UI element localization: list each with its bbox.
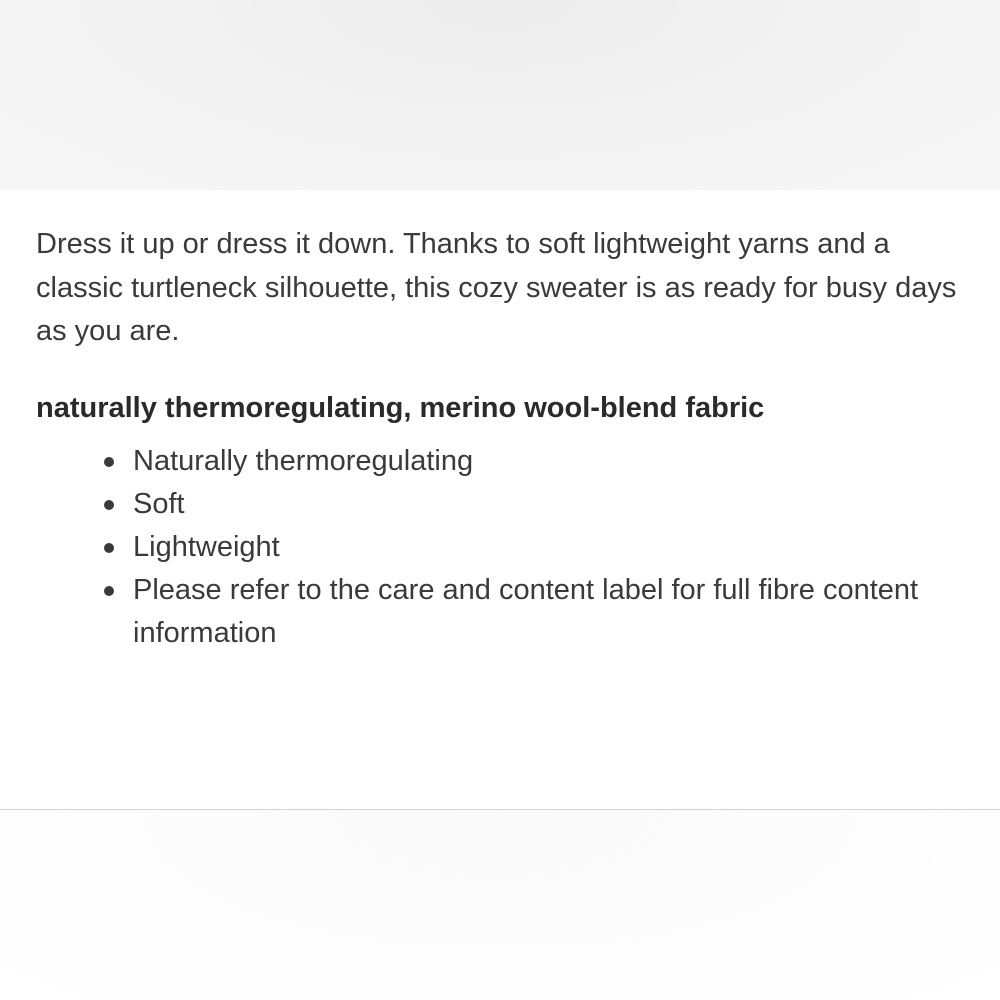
feature-item-lightweight <box>133 526 933 569</box>
feature-item-care-label <box>133 569 933 655</box>
feature-item-label: Naturally thermoregulating <box>133 445 474 477</box>
feature-list <box>133 440 933 655</box>
bullet-icon <box>104 543 114 553</box>
bottom-background-area <box>0 810 1000 1000</box>
bullet-icon <box>104 586 114 596</box>
top-background-area <box>0 0 1000 190</box>
feature-item-soft <box>133 483 933 526</box>
feature-item-label: Please refer to the care and content label for full fibre content information <box>133 574 919 649</box>
bullet-icon <box>104 500 114 510</box>
bullet-icon <box>104 457 114 467</box>
feature-item-label: Soft <box>133 488 185 520</box>
feature-item-label: Lightweight <box>133 531 280 563</box>
feature-item-thermoregulating <box>133 440 933 483</box>
product-description-text: Dress it up or dress it down. Thanks to soft lightweight yarns and a classic turtleneck silhouette, this cozy sweater is as ready for busy days as you are. <box>36 228 957 347</box>
feature-heading: naturally thermoregulating, merino wool-blend fabric <box>36 392 765 424</box>
